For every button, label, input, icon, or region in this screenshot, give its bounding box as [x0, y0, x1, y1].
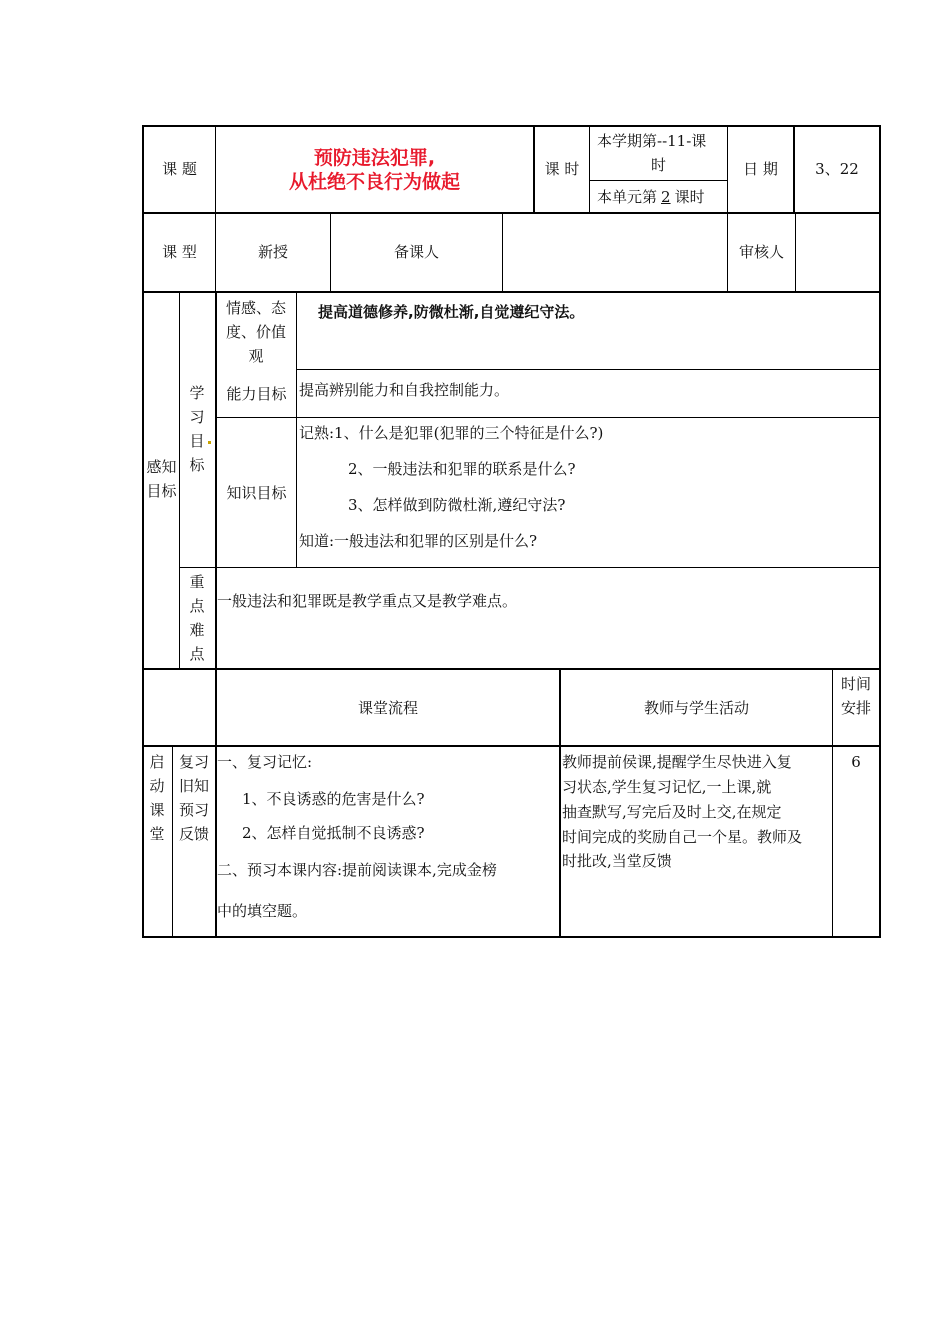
ke-xing-label: 课 型: [162, 243, 197, 261]
preparer-label: 备课人: [393, 243, 439, 261]
flow-process-header: 课堂流程: [357, 699, 418, 717]
unit-period-prefix: 本单元第: [597, 188, 658, 206]
activity-line: 习状态,学生复习记忆,一上课,就: [562, 778, 772, 796]
time-value: 6: [851, 753, 861, 771]
sub-stage-label: 复习旧知预习反馈: [178, 753, 209, 843]
flow-activity-header: 教师与学生活动: [643, 699, 749, 717]
activity-line: 时批改,当堂反馈: [562, 852, 672, 870]
unit-period: [597, 187, 705, 207]
date-label: 日 期: [743, 160, 778, 178]
activity-line: 抽查默写,写完后及时上交,在规定: [562, 803, 782, 821]
ability-goal-label: 能力目标: [226, 385, 287, 403]
semester-period-line2: 时: [650, 156, 666, 174]
activity-line: 时间完成的奖励自己一个星。教师及: [562, 828, 803, 846]
process-line: 1、不良诱惑的危害是什么?: [242, 790, 425, 808]
attitude-goal-label: 情感、态度、价值观: [225, 299, 286, 365]
unit-period-suffix: 课时: [674, 188, 705, 206]
ke-ti-label: 课 题: [162, 160, 197, 178]
lesson-title-line2: 从杜绝不良行为做起: [288, 171, 460, 193]
keshi-label: 课 时: [544, 160, 580, 178]
knowledge-line: 记熟:1、什么是犯罪(犯罪的三个特征是什么?): [299, 424, 604, 442]
process-line: 二、预习本课内容:提前阅读课本,完成金榜: [217, 861, 497, 879]
knowledge-line: 知道:一般违法和犯罪的区别是什么?: [299, 532, 538, 550]
study-goal-label: 学习目标: [189, 384, 205, 474]
decor-dot: [208, 441, 211, 444]
perception-goal-label: 感知目标: [146, 458, 177, 500]
key-difficulty-label: 重点难点: [189, 573, 205, 663]
lesson-title-line1: 预防违法犯罪,: [313, 147, 436, 169]
knowledge-line: 3、怎样做到防微杜渐,遵纪守法?: [348, 496, 566, 514]
reviewer-label: 审核人: [738, 243, 784, 261]
key-difficulty-text: 一般违法和犯罪既是教学重点又是教学难点。: [217, 592, 518, 610]
lesson-title: [216, 146, 533, 194]
unit-period-number: 2: [661, 188, 671, 206]
process-line: 2、怎样自觉抵制不良诱惑?: [242, 824, 425, 842]
date-value: 3、22: [815, 160, 859, 178]
semester-period-line1: 本学期第--11-课: [597, 132, 707, 150]
activity-line: 教师提前侯课,提醒学生尽快进入复: [562, 753, 792, 771]
knowledge-line: 2、一般违法和犯罪的联系是什么?: [348, 460, 576, 478]
flow-time-header: 时间安排: [840, 675, 871, 717]
ability-goal-text: 提高辨别能力和自我控制能力。: [299, 381, 510, 399]
process-line: 一、复习记忆:: [217, 753, 313, 771]
attitude-goal-text: 提高道德修养,防微杜渐,自觉遵纪守法。: [318, 303, 585, 321]
stage-label: 启动课堂: [149, 753, 165, 843]
ke-xing-value: 新授: [257, 243, 288, 261]
knowledge-goal-label: 知识目标: [226, 484, 287, 502]
process-line: 中的填空题。: [217, 902, 308, 920]
